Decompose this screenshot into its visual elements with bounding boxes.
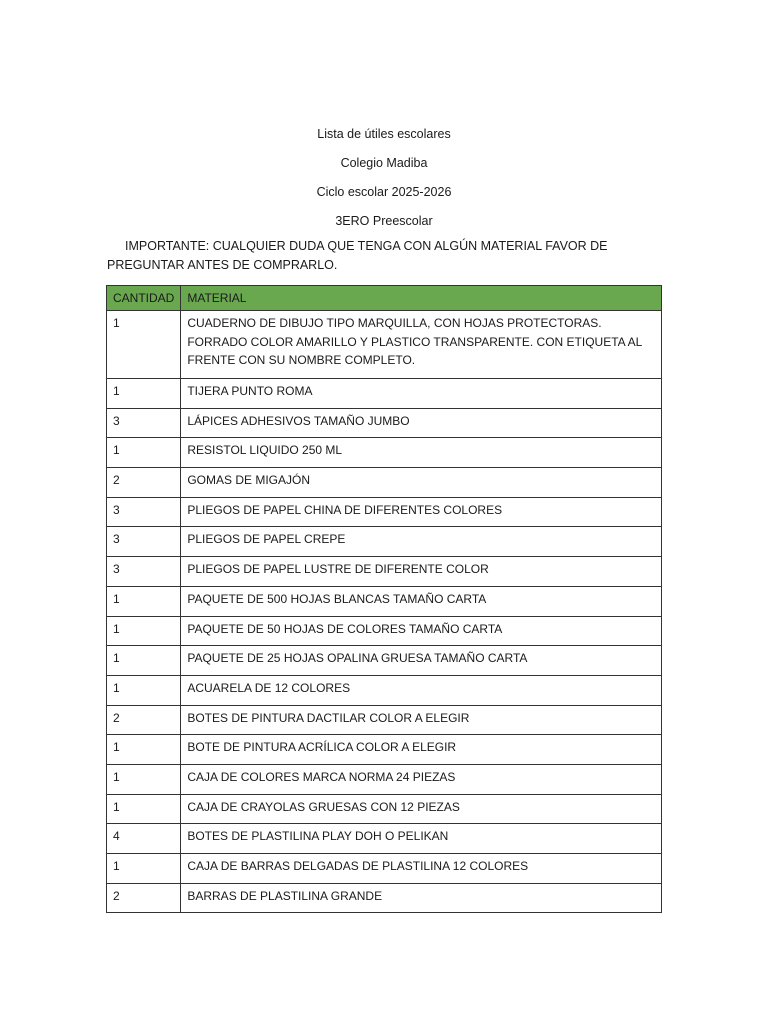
table-row xyxy=(107,646,662,676)
table-row xyxy=(107,379,662,409)
material-cell: BOTE DE PINTURA ACRÍLICA COLOR A ELEGIR xyxy=(181,735,662,765)
material-cell: RESISTOL LIQUIDO 250 ML xyxy=(181,438,662,468)
material-cell: PAQUETE DE 500 HOJAS BLANCAS TAMAÑO CARTA xyxy=(181,586,662,616)
important-notice: IMPORTANTE: CUALQUIER DUDA QUE TENGA CON ALGÚN MATERIAL FAVOR DE PREGUNTAR ANTES DE COMPRARLO. xyxy=(107,239,608,272)
column-header-material: MATERIAL xyxy=(181,286,662,311)
material-cell: PAQUETE DE 50 HOJAS DE COLORES TAMAÑO CARTA xyxy=(181,616,662,646)
quantity-cell: 4 xyxy=(107,824,181,854)
table-row xyxy=(107,675,662,705)
school-cycle: Ciclo escolar 2025-2026 xyxy=(316,185,452,199)
column-header-quantity: CANTIDAD xyxy=(107,286,181,311)
quantity-cell: 1 xyxy=(107,646,181,676)
table-row xyxy=(107,735,662,765)
material-cell: ACUARELA DE 12 COLORES xyxy=(181,675,662,705)
quantity-cell: 3 xyxy=(107,497,181,527)
quantity-cell: 2 xyxy=(107,883,181,913)
quantity-cell: 1 xyxy=(107,735,181,765)
material-cell: BOTES DE PLASTILINA PLAY DOH O PELIKAN xyxy=(181,824,662,854)
quantity-cell: 3 xyxy=(107,527,181,557)
material-cell: CUADERNO DE DIBUJO TIPO MARQUILLA, CON HOJAS PROTECTORAS. FORRADO COLOR AMARILLO Y PLASTICO TRANSPARENTE. CON ETIQUETA AL FRENTE CON SU NOMBRE COMPLETO. xyxy=(181,311,662,379)
material-cell: CAJA DE COLORES MARCA NORMA 24 PIEZAS xyxy=(181,764,662,794)
table-row xyxy=(107,616,662,646)
quantity-cell: 1 xyxy=(107,794,181,824)
material-cell: BARRAS DE PLASTILINA GRANDE xyxy=(181,883,662,913)
material-cell: GOMAS DE MIGAJÓN xyxy=(181,468,662,498)
table-row xyxy=(107,586,662,616)
material-cell: PLIEGOS DE PAPEL CHINA DE DIFERENTES COLORES xyxy=(181,497,662,527)
table-row xyxy=(107,438,662,468)
quantity-cell: 2 xyxy=(107,705,181,735)
quantity-cell: 1 xyxy=(107,675,181,705)
quantity-cell: 1 xyxy=(107,438,181,468)
quantity-cell: 1 xyxy=(107,586,181,616)
material-cell: TIJERA PUNTO ROMA xyxy=(181,379,662,409)
document-title: Lista de útiles escolares xyxy=(317,127,451,141)
table-row xyxy=(107,705,662,735)
table-row xyxy=(107,557,662,587)
heading-block xyxy=(0,120,768,236)
table-row xyxy=(107,497,662,527)
quantity-cell: 3 xyxy=(107,408,181,438)
quantity-cell: 1 xyxy=(107,379,181,409)
material-cell: PAQUETE DE 25 HOJAS OPALINA GRUESA TAMAÑO CARTA xyxy=(181,646,662,676)
supplies-table-body xyxy=(107,311,662,913)
quantity-cell: 1 xyxy=(107,854,181,884)
school-name: Colegio Madiba xyxy=(340,156,428,170)
table-row xyxy=(107,468,662,498)
table-row xyxy=(107,794,662,824)
table-row xyxy=(107,824,662,854)
material-cell: CAJA DE CRAYOLAS GRUESAS CON 12 PIEZAS xyxy=(181,794,662,824)
table-row xyxy=(107,527,662,557)
material-cell: LÁPICES ADHESIVOS TAMAÑO JUMBO xyxy=(181,408,662,438)
quantity-cell: 2 xyxy=(107,468,181,498)
table-row xyxy=(107,764,662,794)
material-cell: PLIEGOS DE PAPEL LUSTRE DE DIFERENTE COLOR xyxy=(181,557,662,587)
table-row xyxy=(107,408,662,438)
quantity-cell: 1 xyxy=(107,616,181,646)
supplies-table xyxy=(106,285,662,913)
table-row xyxy=(107,854,662,884)
material-cell: PLIEGOS DE PAPEL CREPE xyxy=(181,527,662,557)
quantity-cell: 1 xyxy=(107,311,181,379)
material-cell: BOTES DE PINTURA DACTILAR COLOR A ELEGIR xyxy=(181,705,662,735)
grade-level: 3ERO Preescolar xyxy=(335,214,433,228)
table-row xyxy=(107,883,662,913)
table-row xyxy=(107,311,662,379)
quantity-cell: 1 xyxy=(107,764,181,794)
quantity-cell: 3 xyxy=(107,557,181,587)
table-header-row xyxy=(107,286,662,311)
material-cell: CAJA DE BARRAS DELGADAS DE PLASTILINA 12 COLORES xyxy=(181,854,662,884)
